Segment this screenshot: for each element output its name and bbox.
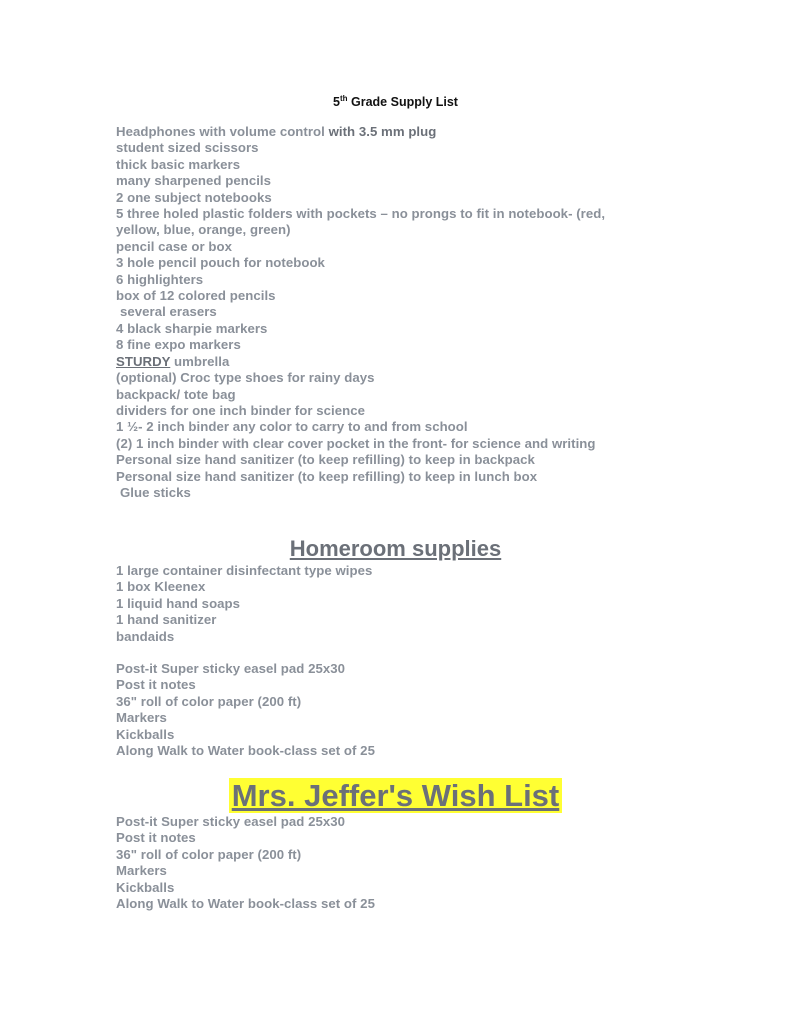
supply-item: Personal size hand sanitizer (to keep refilling) to keep in backpack	[116, 452, 535, 468]
wish-list-heading-text: Mrs. Jeffer's Wish List	[229, 778, 563, 813]
supply-item: Glue sticks	[120, 484, 191, 500]
homeroom-extra-item: 36" roll of color paper (200 ft)	[116, 693, 302, 709]
supply-list	[116, 124, 605, 501]
supply-item: 6 highlighters	[116, 271, 204, 287]
supply-item: thick basic markers	[116, 156, 241, 172]
homeroom-extra-item: Along Walk to Water book-class set of 25	[116, 743, 375, 759]
wish-list-heading	[0, 778, 791, 814]
wish-list-item: 36" roll of color paper (200 ft)	[116, 846, 302, 862]
wish-list-item: Post-it Super sticky easel pad 25x30	[116, 814, 346, 829]
homeroom-item: 1 hand sanitizer	[116, 612, 217, 628]
supply-item: Personal size hand sanitizer (to keep refilling) to keep in lunch box	[116, 468, 538, 484]
supply-item: pencil case or box	[116, 238, 232, 254]
supply-item: backpack/ tote bag	[116, 386, 236, 402]
supply-item: 5 three holed plastic folders with pockets – no prongs to fit in notebook- (red,	[116, 206, 606, 222]
supply-item: 8 fine expo markers	[116, 337, 241, 353]
supply-item: yellow, blue, orange, green)	[116, 222, 291, 238]
page-title	[0, 94, 791, 110]
title-superscript: th	[339, 93, 348, 103]
homeroom-item: 1 large container disinfectant type wipes	[116, 563, 373, 578]
homeroom-extra-item: Kickballs	[116, 726, 175, 742]
supply-item: 1 ½- 2 inch binder any color to carry to and from school	[116, 419, 468, 435]
title-number: 5	[333, 95, 340, 109]
headphones-text: Headphones with volume control	[116, 124, 329, 139]
homeroom-item: bandaids	[116, 628, 175, 644]
title-text: Grade Supply List	[347, 95, 458, 109]
homeroom-extra-list	[116, 661, 375, 759]
wish-list-item: Kickballs	[116, 879, 175, 895]
supply-item: 3 hole pencil pouch for notebook	[116, 255, 325, 271]
sturdy-emphasis: STURDY	[116, 353, 171, 369]
supply-item-umbrella	[116, 354, 605, 370]
supply-item: box of 12 colored pencils	[116, 288, 276, 304]
homeroom-extra-item: Post-it Super sticky easel pad 25x30	[116, 661, 346, 676]
umbrella-text: umbrella	[170, 353, 230, 369]
supply-item-headphones	[116, 124, 605, 140]
wish-list-item: Post it notes	[116, 830, 196, 846]
wish-list	[116, 814, 375, 912]
supply-item: 2 one subject notebooks	[116, 189, 272, 205]
homeroom-item: 1 box Kleenex	[116, 579, 206, 595]
wish-list-item: Markers	[116, 863, 167, 879]
homeroom-extra-item: Post it notes	[116, 677, 196, 693]
supply-item: (2) 1 inch binder with clear cover pocket in the front- for science and writing	[116, 435, 596, 451]
wish-list-item: Along Walk to Water book-class set of 25	[116, 896, 375, 912]
homeroom-list	[116, 563, 372, 645]
homeroom-extra-item: Markers	[116, 710, 167, 726]
supply-item: many sharpened pencils	[116, 173, 272, 189]
supply-item: dividers for one inch binder for science	[116, 402, 365, 418]
homeroom-heading	[0, 535, 791, 563]
homeroom-heading-text: Homeroom supplies	[289, 536, 502, 561]
supply-item: several erasers	[120, 304, 217, 320]
headphones-plug-text: with 3.5 mm plug	[328, 124, 437, 139]
supply-item: 4 black sharpie markers	[116, 320, 268, 336]
homeroom-item: 1 liquid hand soaps	[116, 595, 241, 611]
supply-item: student sized scissors	[116, 140, 259, 156]
supply-item: (optional) Croc type shoes for rainy days	[116, 370, 375, 386]
